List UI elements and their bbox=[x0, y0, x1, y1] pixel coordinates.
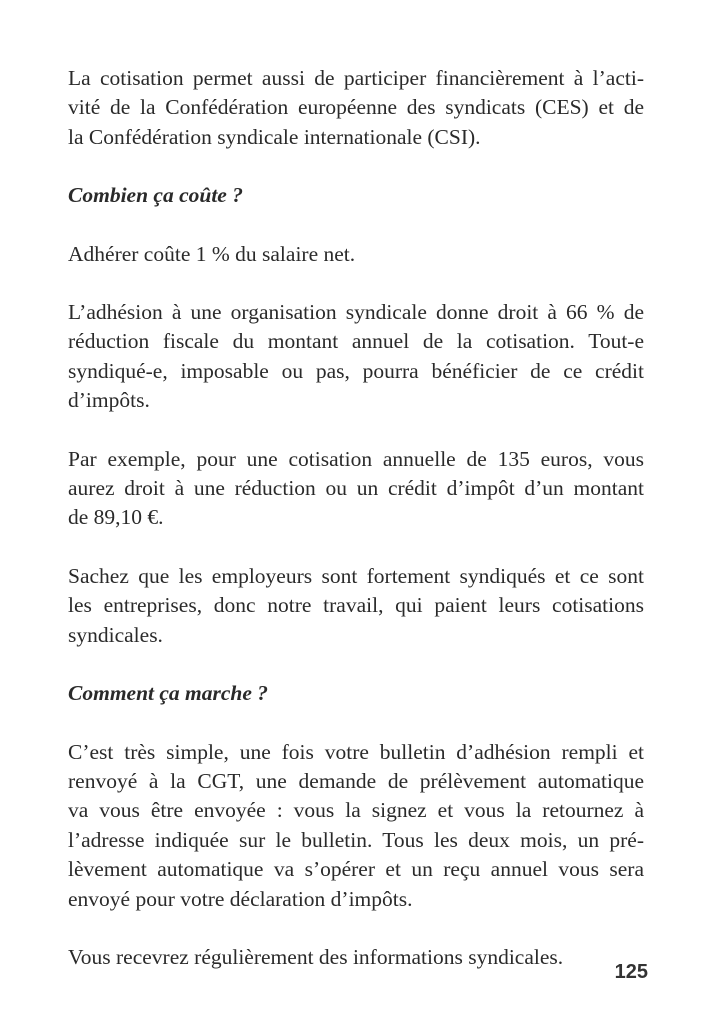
spacer bbox=[68, 533, 644, 562]
spacer bbox=[68, 650, 644, 679]
text-line: renvoyé à la CGT, une demande de prélèvement automatique bbox=[68, 768, 644, 793]
paragraph-informations-syndicales bbox=[68, 943, 644, 972]
text-line: L’adhésion à une organisation syndicale donne droit à 66 % de bbox=[68, 300, 644, 325]
text-line: de 89,10 €. bbox=[68, 505, 164, 530]
text-line: les entreprises, donc notre travail, qui paient leurs cotisations bbox=[68, 593, 644, 618]
page-content bbox=[68, 64, 644, 972]
spacer bbox=[68, 416, 644, 445]
heading-combien-ca-coute: Combien ça coûte ? bbox=[68, 183, 243, 208]
text-line: va vous être envoyée : vous la signez et vous la retournez à bbox=[68, 798, 644, 823]
text-line: Adhérer coûte 1 % du salaire net. bbox=[68, 241, 356, 266]
text-line: syndicales. bbox=[68, 622, 163, 647]
text-line: La cotisation permet aussi de participer financièrement à l’acti- bbox=[68, 66, 644, 90]
text-line: C’est très simple, une fois votre bulletin d’adhésion rempli et bbox=[68, 739, 644, 764]
text-line: Vous recevrez régulièrement des informations syndicales. bbox=[68, 944, 564, 969]
text-line: d’impôts. bbox=[68, 388, 150, 413]
paragraph-exemple-cotisation bbox=[68, 445, 644, 533]
paragraph-reduction-fiscale bbox=[68, 298, 644, 416]
paragraph-cotisation-ces-csi bbox=[68, 64, 644, 152]
text-line: syndiqué-e, imposable ou pas, pourra bénéficier de ce crédit bbox=[68, 358, 644, 383]
paragraph-employeurs-syndiques bbox=[68, 562, 644, 650]
paragraph-cout-adhesion bbox=[68, 240, 644, 269]
spacer bbox=[68, 709, 644, 738]
text-line: l’adresse indiquée sur le bulletin. Tous les deux mois, un pré- bbox=[68, 827, 644, 852]
spacer bbox=[68, 269, 644, 298]
spacer bbox=[68, 152, 644, 181]
text-line: envoyé pour votre déclaration d’impôts. bbox=[68, 886, 413, 911]
heading-comment-ca-marche: Comment ça marche ? bbox=[68, 681, 269, 706]
page-number: 125 bbox=[614, 961, 648, 983]
text-line: la Confédération syndicale internationale (CSI). bbox=[68, 124, 481, 149]
text-line: lèvement automatique va s’opérer et un reçu annuel vous sera bbox=[68, 857, 644, 882]
text-line: Sachez que les employeurs sont fortement syndiqués et ce sont bbox=[68, 563, 644, 588]
spacer bbox=[68, 914, 644, 943]
text-line: aurez droit à une réduction ou un crédit d’impôt d’un montant bbox=[68, 476, 644, 501]
text-line: réduction fiscale du montant annuel de la cotisation. Tout-e bbox=[68, 329, 644, 354]
spacer bbox=[68, 211, 644, 240]
text-line: Par exemple, pour une cotisation annuelle de 135 euros, vous bbox=[68, 446, 644, 471]
paragraph-procedure-adhesion bbox=[68, 738, 644, 914]
text-line: vité de la Confédération européenne des syndicats (CES) et de bbox=[68, 95, 644, 120]
